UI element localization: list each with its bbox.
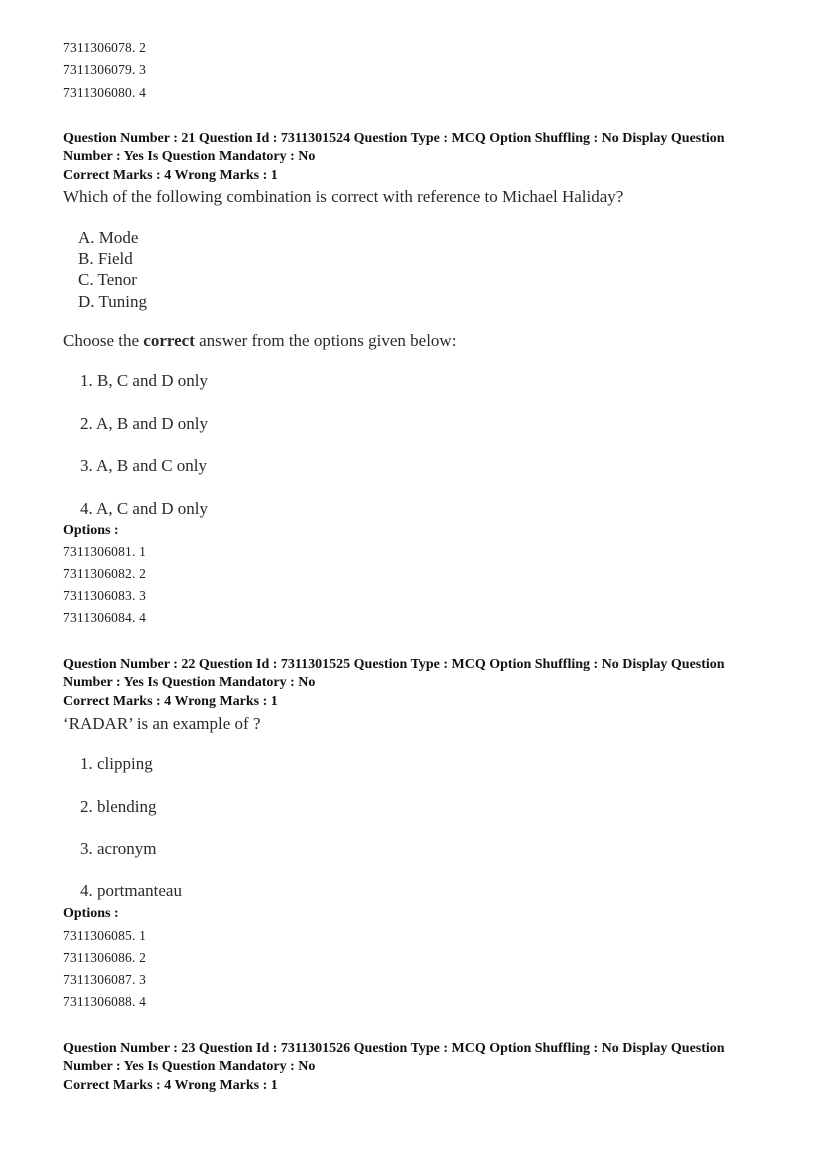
option-id-line: 7311306087. 3 — [63, 972, 147, 987]
question-meta-line1: Question Number : 22 Question Id : 7311301525 Question Type : MCQ Option Shuffling : No Display Question — [63, 657, 725, 672]
question-item-b: B. Field — [78, 249, 133, 268]
question-text: Which of the following combination is correct with reference to Michael Haliday? — [63, 187, 624, 206]
option-id-line: 7311306085. 1 — [63, 928, 147, 943]
option-id-line: 7311306078. 2 — [63, 40, 147, 55]
option-id-line: 7311306086. 2 — [63, 950, 147, 965]
instruction-bold: correct — [143, 331, 195, 350]
question-marks: Correct Marks : 4 Wrong Marks : 1 — [63, 1078, 278, 1093]
option-id-line: 7311306083. 3 — [63, 588, 147, 603]
question-marks: Correct Marks : 4 Wrong Marks : 1 — [63, 168, 278, 183]
answer-choice-1: 1. clipping — [80, 754, 153, 773]
option-id-line: 7311306082. 2 — [63, 566, 147, 581]
answer-choice-2: 2. blending — [80, 797, 157, 816]
instruction-text — [63, 331, 456, 351]
answer-choice-2: 2. A, B and D only — [80, 414, 208, 433]
question-meta-line1: Question Number : 23 Question Id : 7311301526 Question Type : MCQ Option Shuffling : No Display Question — [63, 1041, 725, 1056]
question-meta-line2: Number : Yes Is Question Mandatory : No — [63, 675, 316, 690]
answer-choice-4: 4. portmanteau — [80, 881, 182, 900]
answer-choice-3: 3. acronym — [80, 839, 157, 858]
options-label: Options : — [63, 906, 119, 921]
question-item-a: A. Mode — [78, 228, 139, 247]
option-id-line: 7311306079. 3 — [63, 62, 147, 77]
option-id-line: 7311306081. 1 — [63, 544, 147, 559]
question-meta-line2: Number : Yes Is Question Mandatory : No — [63, 149, 316, 164]
question-text: ‘RADAR’ is an example of ? — [63, 714, 261, 733]
instruction-post: answer from the options given below: — [194, 331, 457, 350]
option-id-line: 7311306080. 4 — [63, 85, 147, 100]
instruction-pre: Choose the — [63, 331, 144, 350]
question-meta-line2: Number : Yes Is Question Mandatory : No — [63, 1059, 316, 1074]
answer-choice-3: 3. A, B and C only — [80, 456, 208, 475]
option-id-line: 7311306084. 4 — [63, 610, 147, 625]
question-item-d: D. Tuning — [78, 292, 147, 311]
question-marks: Correct Marks : 4 Wrong Marks : 1 — [63, 694, 278, 709]
question-item-c: C. Tenor — [78, 270, 137, 289]
option-id-line: 7311306088. 4 — [63, 994, 147, 1009]
options-label: Options : — [63, 523, 119, 538]
answer-choice-4: 4. A, C and D only — [80, 499, 208, 518]
answer-choice-1: 1. B, C and D only — [80, 371, 208, 390]
question-meta-line1: Question Number : 21 Question Id : 7311301524 Question Type : MCQ Option Shuffling : No Display Question — [63, 131, 725, 146]
